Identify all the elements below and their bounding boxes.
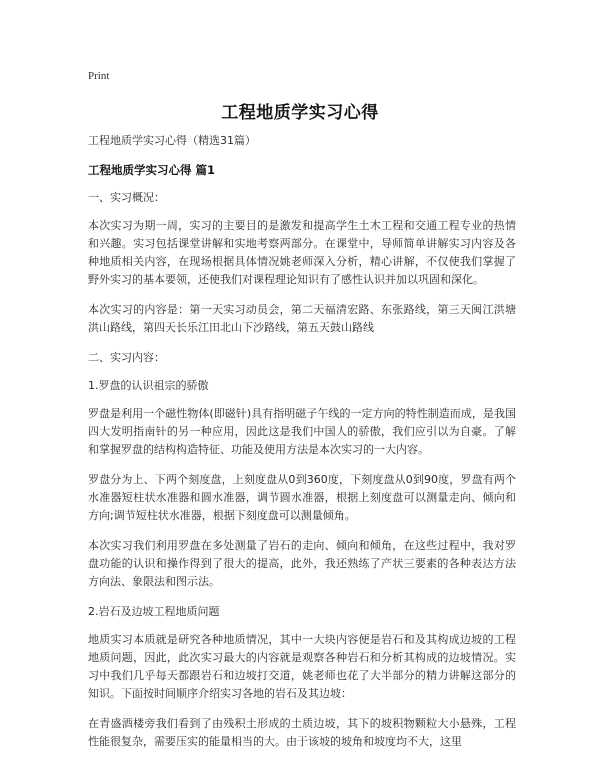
heading-rock: 2.岩石及边坡工程地质问题	[88, 605, 220, 618]
heading-compass: 1.罗盘的认识祖宗的骄傲	[88, 379, 209, 392]
paragraph-compass-intro: 罗盘是利用一个磁性物体(即磁针)具有指明磁子午线的一定方向的特性制造而成，是我国四大发明指南针的另一种应用，因此这是我们中国人的骄傲，我们应引以为自豪。了解和掌握罗盘的结构构造特征、功能及使用方法是本次实习的一大内容。	[88, 407, 516, 456]
paragraph-compass-structure: 罗盘分为上、下两个刻度盘，上刻度盘从0到360度，下刻度盘从0到90度，罗盘有两个水准器短柱状水准器和圆水准器，调节圆水准器，根据上刻度盘可以测量走向、倾向和方向;调节短柱状水准器，根据下刻度盘可以测量倾角。	[88, 473, 516, 522]
heading-content: 二、实习内容：	[88, 351, 165, 364]
heading-overview: 一、实习概况：	[88, 191, 165, 204]
paragraph-schedule: 本次实习的内容是：第一天实习动员会，第二天福清宏路、东张路线，第三天闽江洪塘洪山路线，第四天长乐江田北山下沙路线，第五天鼓山路线	[88, 303, 516, 334]
document-body	[88, 132, 516, 763]
paragraph-overview: 本次实习为期一周，实习的主要目的是激发和提高学生土木工程和交通工程专业的热情和兴趣。实习包括课堂讲解和实地考察两部分。在课堂中，导师简单讲解实习内容及各种地质相关内容，在现场根据具体情况姚老师深入分析，精心讲解，不仅使我们掌握了野外实习的基本要领，还使我们对课程理论知识有了感性认识并加以巩固和深化。	[88, 219, 516, 286]
paragraph-rock-intro: 地质实习本质就是研究各种地质情况，其中一大块内容便是岩石和及其构成边坡的工程地质问题，因此，此次实习最大的内容就是观察各种岩石和分析其构成的边坡情况。实习中我们几乎每天都跟岩石和边坡打交道，姚老师也花了大半部分的精力讲解这部分的知识。下面按时间顺序介绍实习各地的岩石及其边坡：	[88, 633, 516, 700]
print-label: Print	[88, 70, 110, 82]
document-title: 工程地质学实习心得	[221, 103, 379, 123]
section-heading: 工程地质学实习心得 篇1	[88, 163, 216, 177]
paragraph-compass-practice: 本次实习我们利用罗盘在多处测量了岩石的走向、倾向和倾角，在这些过程中，我对罗盘功能的认识和操作得到了很大的提高，此外，我还熟练了产状三要素的各种表达方法方向法、象限法和图示法。	[88, 539, 516, 588]
paragraph-rock-site: 在青盛酒楼旁我们看到了由残积土形成的土质边坡，其下的坡积物颗粒大小悬殊，工程性能很复杂，需要压实的能量相当的大。由于该坡的坡角和坡度均不大，这里	[88, 717, 516, 748]
document-subtitle: 工程地质学实习心得（精选31篇）	[88, 134, 256, 147]
